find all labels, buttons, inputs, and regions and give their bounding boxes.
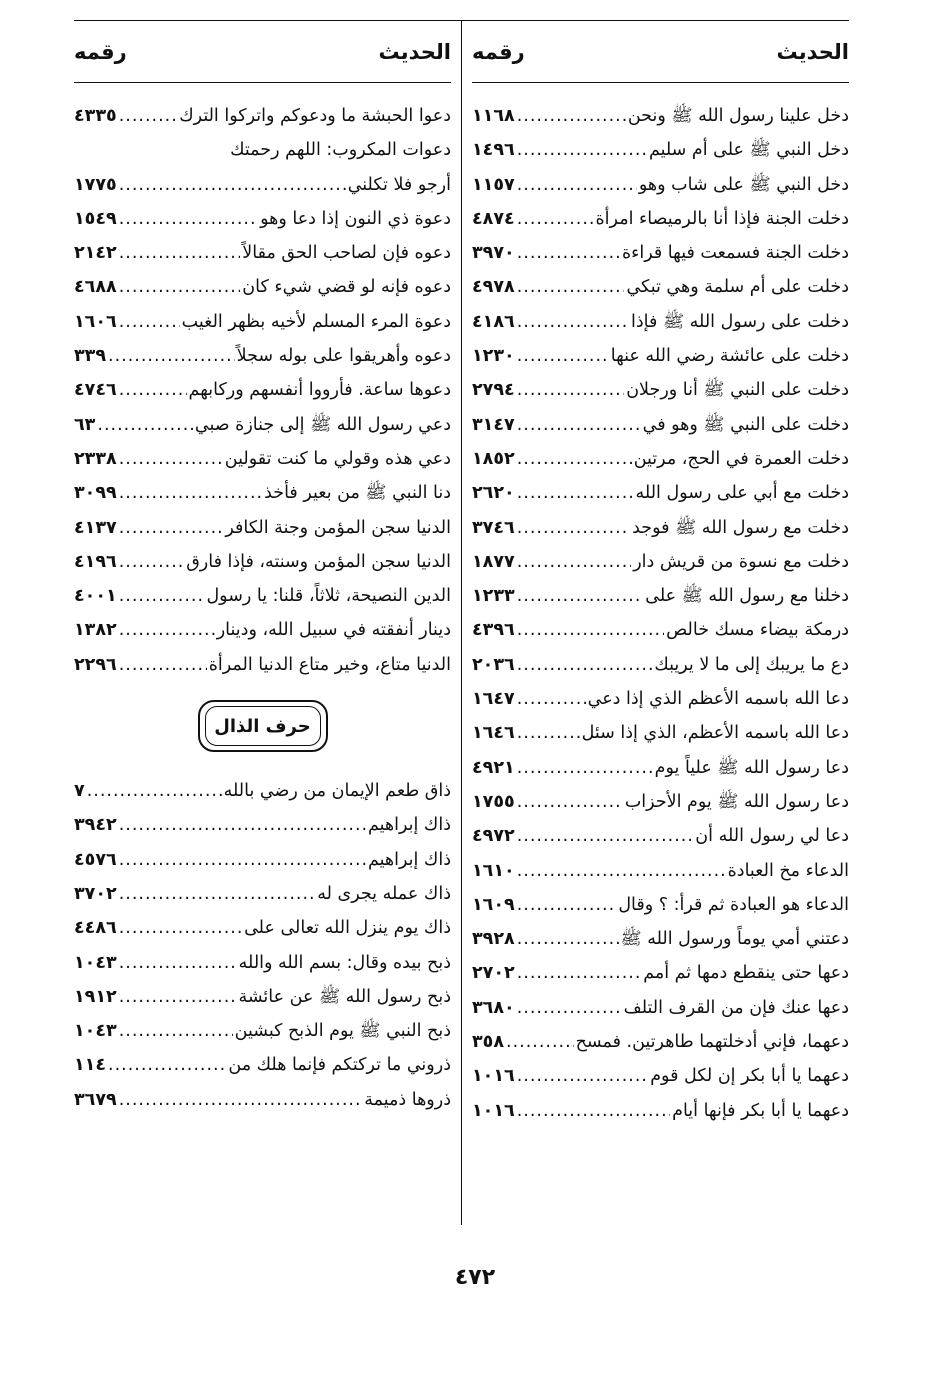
hadith-text: ذروني ما تركتكم فإنما هلك من (228, 1055, 451, 1076)
hadith-text: الدعاء هو العبادة ثم قرأ: ؟ وقال (618, 894, 849, 915)
left-column (74, 20, 451, 1225)
hadith-text: دخلت الجنة فسمعت فيها قراءة (621, 243, 849, 264)
index-entry (74, 579, 451, 613)
right-hadith-list (472, 83, 849, 1128)
index-entry (472, 682, 849, 716)
index-entry (472, 854, 849, 888)
dot-leader (119, 946, 237, 980)
index-entry (74, 202, 451, 236)
hadith-number: ٤٤٨٦ (74, 918, 117, 939)
hadith-number: ٤٣٩٦ (472, 620, 515, 641)
hadith-text: دعي هذه وقولي ما كنت تقولين (224, 448, 451, 469)
dot-leader (119, 877, 316, 911)
hadith-number: ١٠١٦ (472, 1100, 515, 1121)
index-entry (74, 808, 451, 842)
dot-leader (517, 408, 641, 442)
dot-leader (119, 270, 241, 304)
hadith-number: ١٣٨٢ (74, 620, 117, 641)
left-column-header (74, 20, 451, 83)
index-entry (472, 133, 849, 167)
dot-leader (87, 774, 222, 808)
hadith-text: دخلت الجنة فإذا أنا بالرميصاء امرأة (595, 208, 849, 229)
hadith-number: ١٩١٢ (74, 986, 117, 1007)
hadith-text: دعها عنك فإن من القرف التلف (623, 997, 849, 1018)
dot-leader (517, 305, 629, 339)
dot-leader (119, 99, 178, 133)
index-entry (472, 579, 849, 613)
hadith-number: ٣٥٨ (472, 1032, 505, 1053)
dot-leader (119, 648, 207, 682)
dot-leader (517, 648, 653, 682)
hadith-text: الدنيا سجن المؤمن وسنته، فإذا فارق (186, 551, 451, 572)
dot-leader (517, 991, 622, 1025)
hadith-text: ذروها ذميمة (364, 1089, 451, 1110)
hadith-number: ١٨٥٢ (472, 448, 515, 469)
index-entry (74, 946, 451, 980)
dot-leader (517, 133, 647, 167)
hadith-number: ٤٨٧٤ (472, 208, 515, 229)
index-entry (74, 476, 451, 510)
hadith-text: الدنيا متاع، وخير متاع الدنيا المرأة (208, 654, 451, 675)
hadith-text: ذاك إبراهيم (367, 849, 451, 870)
dot-leader (119, 613, 215, 647)
column-separator (461, 20, 462, 1225)
hadith-text: دخل علينا رسول الله ﷺ ونحن (627, 106, 849, 126)
dot-leader (517, 716, 580, 750)
hadith-number: ١٨٧٧ (472, 551, 515, 572)
index-entry (74, 1014, 451, 1048)
hadith-number: ٧ (74, 781, 85, 802)
hadith-text: دعها حتى ينقطع دمها ثم أمم (643, 963, 849, 984)
dot-leader (119, 305, 180, 339)
dot-leader (108, 339, 235, 373)
hadith-number: ١٦٤٧ (472, 689, 515, 710)
hadith-number: ١٧٥٥ (472, 791, 515, 812)
hadith-text: دعا لي رسول الله أن (695, 826, 849, 847)
index-entry (472, 716, 849, 750)
index-entry (74, 613, 451, 647)
index-entry (74, 511, 451, 545)
number-header-label: رقمه (74, 40, 127, 64)
hadith-number: ٢٧٠٢ (472, 963, 515, 984)
hadith-text: دعوة المرء المسلم لأخيه بظهر الغيب (181, 311, 451, 332)
dot-leader (119, 980, 237, 1014)
hadith-text: دخلت مع رسول الله ﷺ فوجد (632, 517, 849, 538)
index-entry (472, 270, 849, 304)
hadith-text: دعتني أمي يوماً ورسول الله ﷺ (620, 929, 849, 950)
hadith-text: الدنيا سجن المؤمن وجنة الكافر (225, 517, 451, 538)
dot-leader (517, 545, 631, 579)
hadith-text: درمكة بيضاء مسك خالص (666, 620, 849, 641)
dot-leader (517, 613, 664, 647)
hadith-number: ٢٧٩٤ (472, 380, 515, 401)
index-entry (472, 442, 849, 476)
index-entry (74, 270, 451, 304)
dot-leader (119, 442, 223, 476)
hadith-text: دخلت مع نسوة من قريش دار (633, 551, 849, 572)
index-entry (472, 511, 849, 545)
index-entry (74, 442, 451, 476)
hadith-number: ٣١٤٧ (472, 414, 515, 435)
index-entry (472, 373, 849, 407)
hadith-text: دعي رسول الله ﷺ إلى جنازة صبي (194, 414, 451, 435)
index-entry (472, 202, 849, 236)
index-entry (472, 99, 849, 133)
index-entry (74, 648, 451, 682)
hadith-number: ٢٦٢٠ (472, 483, 515, 504)
hadith-number: ٣٧٠٢ (74, 883, 117, 904)
dot-leader (517, 476, 634, 510)
hadith-header-label: الحديث (378, 40, 451, 64)
index-entry (74, 339, 451, 373)
index-entry (74, 877, 451, 911)
index-entry (74, 133, 451, 167)
dot-leader (119, 476, 262, 510)
index-entry (472, 408, 849, 442)
hadith-number: ٤٩٧٢ (472, 826, 515, 847)
dot-leader (517, 511, 630, 545)
number-header-label: رقمه (472, 40, 525, 64)
hadith-text: ذاك يوم ينزل الله تعالى على (244, 918, 451, 939)
hadith-number: ٤١٨٦ (472, 311, 515, 332)
hadith-number: ١١٤ (74, 1055, 107, 1076)
dot-leader (517, 785, 623, 819)
hadith-number: ٦٣ (74, 414, 96, 435)
hadith-text: دعوه فإنه لو قضي شيء كان (242, 277, 451, 298)
hadith-text: دعا رسول الله ﷺ علياً يوم (654, 757, 849, 778)
index-entry (472, 819, 849, 853)
hadith-text: ذبح رسول الله ﷺ عن عائشة (238, 986, 451, 1007)
dot-leader (517, 682, 586, 716)
hadith-text: دخلت على رسول الله ﷺ فإذا (631, 311, 849, 332)
index-entry (472, 888, 849, 922)
hadith-number: ١٠٤٣ (74, 1021, 117, 1042)
dot-leader (119, 1083, 363, 1117)
dot-leader (119, 1014, 233, 1048)
hadith-text: ذبح النبي ﷺ يوم الذبح كبشين (234, 1021, 451, 1042)
index-entry (472, 305, 849, 339)
hadith-number: ١٦٠٦ (74, 311, 117, 332)
dot-leader (119, 202, 258, 236)
index-entry (472, 1094, 849, 1128)
hadith-number: ٤٧٤٦ (74, 380, 117, 401)
dot-leader (517, 751, 653, 785)
hadith-text: دعوه وأهريقوا على بوله سجلاً (236, 346, 451, 367)
index-entry (74, 236, 451, 270)
hadith-number: ٣٩٤٢ (74, 815, 117, 836)
section-title: حرف الذال (205, 706, 321, 746)
hadith-number: ٤٦٨٨ (74, 277, 117, 298)
hadith-text: دخلت على النبي ﷺ أنا ورجلان (626, 380, 849, 401)
hadith-text: دعوه فإن لصاحب الحق مقالاً (242, 243, 451, 264)
dot-leader (517, 442, 632, 476)
dot-leader (517, 168, 637, 202)
right-column (472, 20, 849, 1225)
hadith-text: دعهما يا أبا بكر فإنها أيام (672, 1100, 849, 1121)
dot-leader (517, 854, 726, 888)
index-entry (472, 1025, 849, 1059)
dot-leader (119, 579, 205, 613)
hadith-number: ٣٦٨٠ (472, 997, 515, 1018)
hadith-text: ذاق طعم الإيمان من رضي بالله (223, 781, 451, 802)
dot-leader (119, 545, 184, 579)
index-entry (472, 991, 849, 1025)
index-entry (472, 922, 849, 956)
dot-leader (517, 373, 624, 407)
index-entry (74, 545, 451, 579)
index-entry (472, 476, 849, 510)
dot-leader (517, 99, 626, 133)
hadith-text: دخلت العمرة في الحج، مرتين (633, 448, 849, 469)
index-entry (74, 168, 451, 202)
hadith-text: دعوات المكروب: اللهم رحمتك (230, 140, 451, 161)
index-entry (472, 236, 849, 270)
hadith-text: دعا الله باسمه الأعظم، الذي إذا سئل (581, 723, 849, 744)
hadith-number: ٤٣٣٥ (74, 106, 117, 126)
dot-leader (517, 1094, 670, 1128)
hadith-text: دخلت على أم سلمة وهي تبكي (626, 277, 849, 298)
hadith-number: ٣٠٩٩ (74, 483, 117, 504)
hadith-number: ١٦١٠ (472, 860, 515, 881)
index-entry (472, 613, 849, 647)
hadith-number: ٣٣٩ (74, 346, 107, 367)
index-entry (472, 545, 849, 579)
hadith-text: دعوة ذي النون إذا دعا وهو (260, 208, 451, 229)
index-entry (472, 751, 849, 785)
hadith-header-label: الحديث (776, 40, 849, 64)
hadith-text: دع ما يريبك إلى ما لا يريبك (654, 654, 849, 675)
hadith-text: دعا رسول الله ﷺ يوم الأحزاب (624, 791, 849, 812)
hadith-number: ١٢٣٠ (472, 346, 515, 367)
hadith-text: ذاك إبراهيم (367, 815, 451, 836)
hadith-number: ٤٩٧٨ (472, 277, 515, 298)
hadith-text: دعهما يا أبا بكر إن لكل قوم (650, 1066, 849, 1087)
index-entry (74, 373, 451, 407)
hadith-number: ٣٩٢٨ (472, 929, 515, 950)
page-number: ٤٧٢ (454, 1265, 496, 1290)
dot-leader (108, 1048, 226, 1082)
right-column-header (472, 20, 849, 83)
hadith-number: ٤٠٠١ (74, 586, 117, 607)
hadith-text: دنا النبي ﷺ من بعير فأخذ (264, 483, 451, 504)
hadith-number: ١١٥٧ (472, 174, 515, 195)
dot-leader (506, 1025, 574, 1059)
index-entry (472, 785, 849, 819)
hadith-number: ٢٢٩٦ (74, 654, 117, 675)
hadith-number: ١٠١٦ (472, 1066, 515, 1087)
dot-leader (517, 202, 594, 236)
dot-leader (517, 888, 617, 922)
hadith-number: ١٦٠٩ (472, 894, 515, 915)
index-entry (472, 168, 849, 202)
hadith-number: ١٢٣٣ (472, 586, 515, 607)
index-entry (472, 1059, 849, 1093)
index-entry (74, 99, 451, 133)
hadith-number: ٢١٤٢ (74, 243, 117, 264)
index-entry (74, 843, 451, 877)
hadith-number: ٢٣٣٨ (74, 448, 117, 469)
dot-leader (517, 270, 625, 304)
hadith-text: دعوا الحبشة ما ودعوكم واتركوا الترك (179, 106, 451, 126)
hadith-number: ١٧٧٥ (74, 174, 117, 195)
dot-leader (119, 808, 366, 842)
hadith-text: دخلت على عائشة رضي الله عنها (610, 346, 849, 367)
hadith-number: ٣٩٧٠ (472, 243, 515, 264)
index-entry (472, 339, 849, 373)
dot-leader (517, 339, 609, 373)
index-entry (74, 774, 451, 808)
hadith-text: ذبح بيده وقال: بسم الله والله (238, 952, 451, 973)
section-title-box (198, 700, 328, 752)
index-entry (74, 911, 451, 945)
dot-leader (517, 579, 644, 613)
dot-leader (517, 236, 620, 270)
hadith-text: دخل النبي ﷺ على شاب وهو (638, 174, 849, 195)
dot-leader (97, 408, 192, 442)
hadith-number: ٤١٩٦ (74, 551, 117, 572)
hadith-number: ٤٥٧٦ (74, 849, 117, 870)
left-hadith-list-top (74, 83, 451, 682)
dot-leader (517, 1059, 648, 1093)
dot-leader (119, 236, 241, 270)
index-entry (472, 648, 849, 682)
index-entry (472, 956, 849, 990)
hadith-number: ١٥٤٩ (74, 208, 117, 229)
hadith-number: ١٤٩٦ (472, 140, 515, 161)
hadith-number: ٤١٣٧ (74, 517, 117, 538)
hadith-text: ذاك عمله يجرى له (317, 883, 451, 904)
hadith-text: دخلت مع أبي على رسول الله (635, 483, 849, 504)
index-entry (74, 980, 451, 1014)
hadith-number: ١١٦٨ (472, 106, 515, 126)
hadith-number: ١٦٤٦ (472, 723, 515, 744)
hadith-number: ٤٩٢١ (472, 757, 515, 778)
hadith-number: ٣٧٤٦ (472, 517, 515, 538)
hadith-text: دعوها ساعة. فأرووا أنفسهم وركابهم (188, 380, 451, 401)
hadith-text: الدين النصيحة، ثلاثاً، قلنا: يا رسول (206, 586, 451, 607)
index-entry (74, 1048, 451, 1082)
hadith-text: أرجو فلا تكلني (347, 174, 451, 195)
index-entry (74, 1083, 451, 1117)
dot-leader (119, 511, 224, 545)
dot-leader (119, 168, 346, 202)
hadith-text: الدعاء مخ العبادة (727, 860, 849, 881)
dot-leader (517, 819, 694, 853)
hadith-number: ٣٦٧٩ (74, 1089, 117, 1110)
left-hadith-list-bottom (74, 774, 451, 1117)
hadith-number: ١٠٤٣ (74, 952, 117, 973)
dot-leader (517, 922, 619, 956)
hadith-text: دعا الله باسمه الأعظم الذي إذا دعي (587, 689, 849, 710)
hadith-text: دينار أنفقته في سبيل الله، ودينار (216, 620, 451, 641)
index-entry (74, 408, 451, 442)
hadith-number: ٢٠٣٦ (472, 654, 515, 675)
dot-leader (119, 373, 187, 407)
dot-leader (119, 843, 366, 877)
hadith-text: دخل النبي ﷺ على أم سليم (648, 140, 849, 161)
dot-leader (119, 911, 242, 945)
hadith-text: دخلنا مع رسول الله ﷺ على (645, 586, 849, 607)
hadith-text: دخلت على النبي ﷺ وهو في (642, 414, 849, 435)
dot-leader (517, 956, 641, 990)
index-entry (74, 305, 451, 339)
hadith-text: دعهما، فإني أدخلتهما طاهرتين. فمسح (575, 1032, 849, 1053)
